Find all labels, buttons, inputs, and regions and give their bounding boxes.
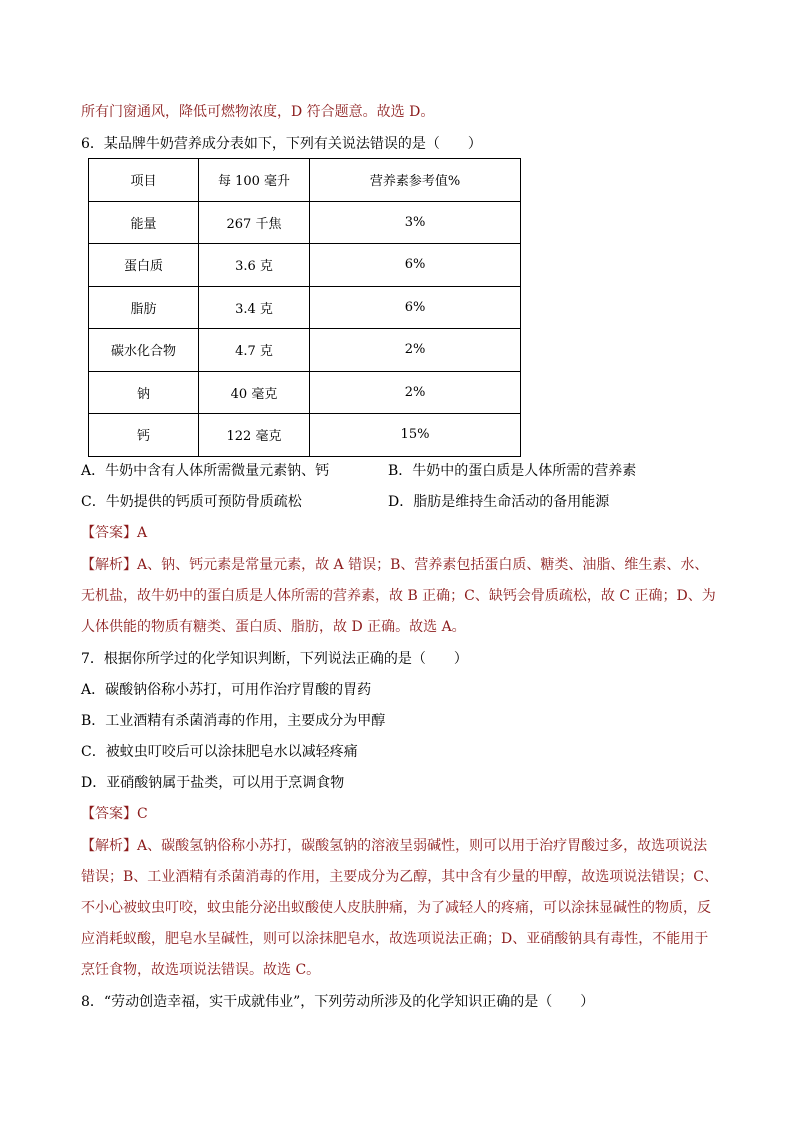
table-header-row [89, 159, 521, 202]
table-cell: 能量 [89, 201, 199, 244]
previous-analysis-tail: 所有门窗通风，降低可燃物浓度，D 符合题意。故选 D。 [81, 104, 435, 120]
table-cell: 267 千焦 [199, 201, 310, 244]
table-header-cell: 每 100 毫升 [199, 159, 310, 202]
question-8-stem: 8．“劳动创造幸福，实干成就伟业”，下列劳动所涉及的化学知识正确的是（ ） [81, 994, 595, 1010]
table-cell: 2% [310, 371, 521, 414]
table-cell: 3.4 克 [199, 286, 310, 329]
nutrition-table [88, 158, 521, 457]
question-6-answer: 【答案】A [81, 525, 148, 541]
table-cell: 碳水化合物 [89, 329, 199, 372]
question-7-analysis-line: 不小心被蚊虫叮咬，蚊虫能分泌出蚁酸使人皮肤肿痛，为了减轻人的疼痛，可以涂抹显碱性的物质，反 [81, 900, 711, 916]
table-cell: 15% [310, 414, 521, 457]
question-6-option-c: C．牛奶提供的钙质可预防骨质疏松 [81, 494, 302, 510]
table-cell: 2% [310, 329, 521, 372]
table-row [89, 286, 521, 329]
table-row [89, 329, 521, 372]
table-cell: 脂肪 [89, 286, 199, 329]
table-row [89, 244, 521, 287]
table-cell: 蛋白质 [89, 244, 199, 287]
question-6-option-b: B．牛奶中的蛋白质是人体所需的营养素 [388, 463, 637, 479]
question-7-option-c: C．被蚊虫叮咬后可以涂抹肥皂水以减轻疼痛 [81, 744, 358, 760]
question-7-analysis-line: 烹饪食物，故选项说法错误。故选 C。 [81, 962, 321, 978]
question-7-option-b: B．工业酒精有杀菌消毒的作用，主要成分为甲醇 [81, 713, 386, 729]
question-7-option-d: D．亚硝酸钠属于盐类，可以用于烹调食物 [81, 775, 345, 791]
question-7-answer: 【答案】C [81, 806, 148, 822]
question-6-analysis-line: 无机盐，故牛奶中的蛋白质是人体所需的营养素，故 B 正确；C、缺钙会骨质疏松，故 C 正确；D、为 [81, 588, 716, 604]
question-6-option-a: A．牛奶中含有人体所需微量元素钠、钙 [81, 463, 330, 479]
table-header-cell: 营养素参考值% [310, 159, 521, 202]
question-7-option-a: A．碳酸钠俗称小苏打，可用作治疗胃酸的胃药 [81, 682, 372, 698]
table-cell: 钠 [89, 371, 199, 414]
question-6-stem: 6．某品牌牛奶营养成分表如下，下列有关说法错误的是（ ） [81, 136, 482, 152]
question-6-analysis-line: 【解析】A、钠、钙元素是常量元素，故 A 错误；B、营养素包括蛋白质、糖类、油脂、维生素、水、 [81, 557, 709, 573]
table-cell: 6% [310, 244, 521, 287]
table-row [89, 201, 521, 244]
table-cell: 122 毫克 [199, 414, 310, 457]
table-cell: 钙 [89, 414, 199, 457]
question-6-option-d: D．脂肪是维持生命活动的备用能源 [388, 494, 610, 510]
table-cell: 4.7 克 [199, 329, 310, 372]
table-header-cell: 项目 [89, 159, 199, 202]
question-7-analysis-line: 【解析】A、碳酸氢钠俗称小苏打，碳酸氢钠的溶液呈弱碱性，则可以用于治疗胃酸过多，故选项说法 [81, 838, 708, 854]
table-row [89, 371, 521, 414]
table-cell: 3% [310, 201, 521, 244]
question-7-stem: 7．根据你所学过的化学知识判断，下列说法正确的是（ ） [81, 651, 468, 667]
table-cell: 40 毫克 [199, 371, 310, 414]
table-row [89, 414, 521, 457]
question-7-analysis-line: 错误；B、工业酒精有杀菌消毒的作用，主要成分为乙醇，其中含有少量的甲醇，故选项说法错误；C、 [81, 869, 718, 885]
question-6-analysis-line: 人体供能的物质有糖类、蛋白质、脂肪，故 D 正确。故选 A。 [81, 619, 466, 635]
table-cell: 3.6 克 [199, 244, 310, 287]
table-cell: 6% [310, 286, 521, 329]
question-7-analysis-line: 应消耗蚁酸，肥皂水呈碱性，则可以涂抹肥皂水，故选项说法正确；D、亚硝酸钠具有毒性，不能用于 [81, 931, 709, 947]
